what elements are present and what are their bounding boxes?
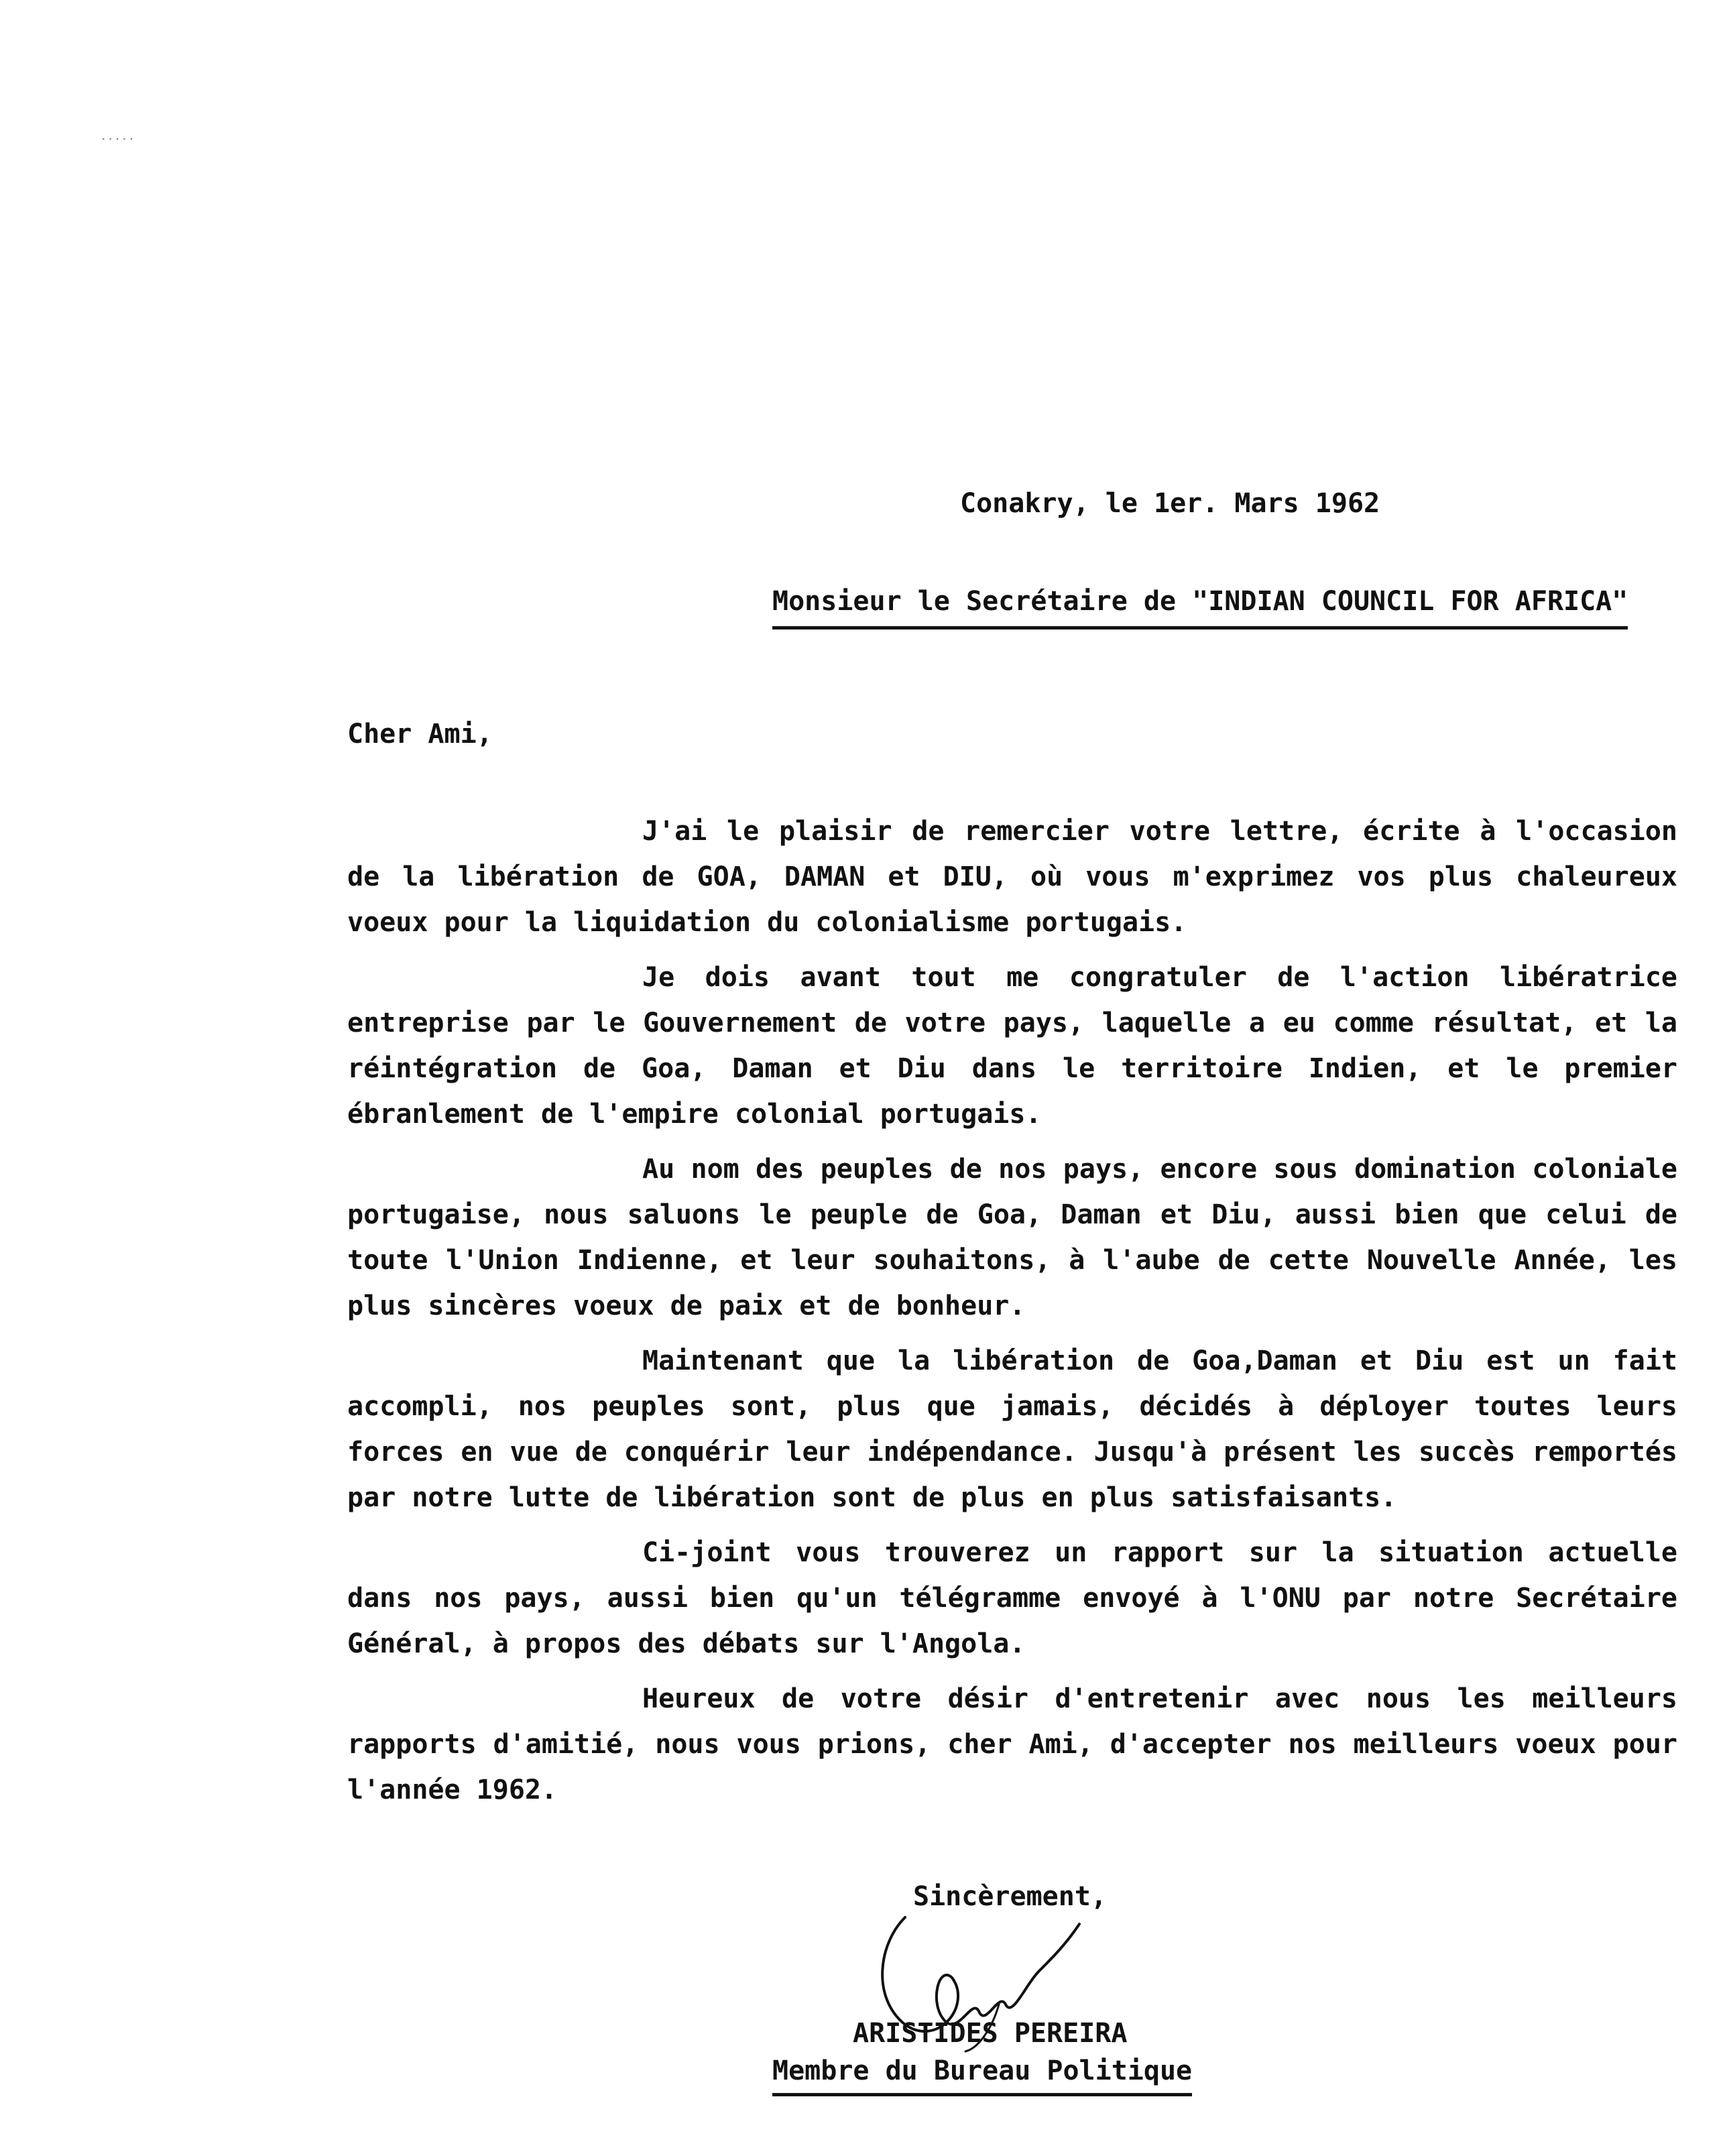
paper-speck-mark: ····· xyxy=(101,134,136,145)
letter-body xyxy=(347,808,1677,1822)
body-paragraph: Au nom des peuples de nos pays, encore sous domination coloniale portugaise, nous saluons le peuple de Goa, Daman et Diu, aussi bien que celui de toute l'Union Indienne, et leur souhaitons, à l'aube de cette Nouvelle Année, les plus sincères voeux de paix et de bonheur. xyxy=(347,1154,1677,1321)
date-line: Conakry, le 1er. Mars 1962 xyxy=(960,488,1380,519)
body-paragraph: J'ai le plaisir de remercier votre lettre, écrite à l'occasion de la libération de GOA, DAMAN et DIU, où vous m'exprimez vos plus chaleureux voeux pour la liquidation du colonialisme portugais. xyxy=(347,816,1677,938)
body-paragraph: Heureux de votre désir d'entretenir avec nous les meilleurs rapports d'amitié, nous vous prions, cher Ami, d'accepter nos meilleurs voeux pour l'année 1962. xyxy=(347,1683,1677,1805)
salutation: Cher Ami, xyxy=(347,719,493,750)
signer-name: ARISTIDES PEREIRA xyxy=(853,2018,1128,2049)
closing: Sincèrement, xyxy=(913,1881,1107,1912)
signer-title: Membre du Bureau Politique xyxy=(772,2055,1192,2096)
body-paragraph: Maintenant que la libération de Goa,Daman et Diu est un fait accompli, nos peuples sont, plus que jamais, décidés à déployer toutes leurs forces en vue de conquérir leur indépendance. Jusqu'à présent les succès remportés par notre lutte de libération sont de plus en plus satisfaisants. xyxy=(347,1345,1677,1513)
addressee-line: Monsieur le Secrétaire de "INDIAN COUNCIL FOR AFRICA" xyxy=(772,586,1628,630)
body-paragraph: Ci-joint vous trouverez un rapport sur la situation actuelle dans nos pays, aussi bien qu'un télégramme envoyé à l'ONU par notre Secrétaire Général, à propos des débats sur l'Angola. xyxy=(347,1537,1677,1659)
body-paragraph: Je dois avant tout me congratuler de l'action libératrice entreprise par le Gouvernement de votre pays, laquelle a eu comme résultat, et la réintégration de Goa, Daman et Diu dans le territoire Indien, et le premier ébranlement de l'empire colonial portugais. xyxy=(347,962,1677,1130)
